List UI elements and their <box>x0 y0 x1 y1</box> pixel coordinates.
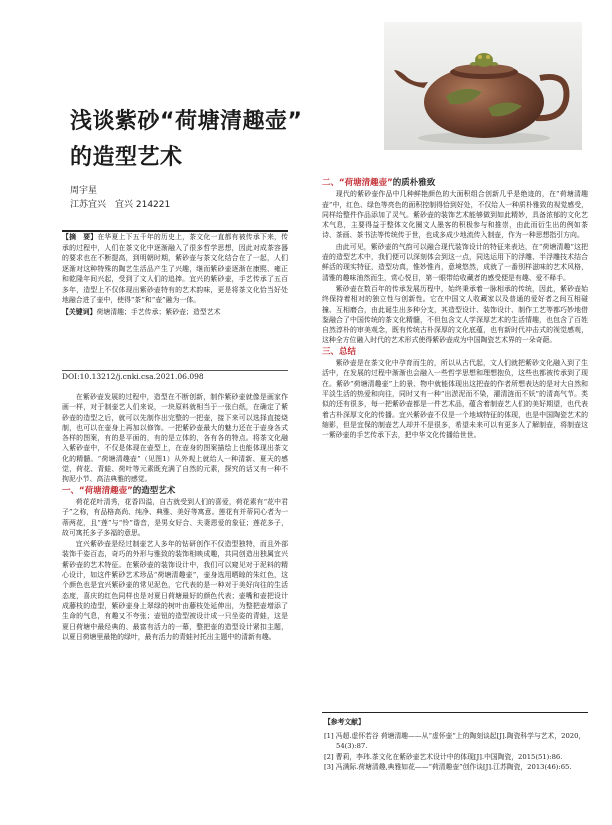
keywords <box>62 307 288 318</box>
reference-item: [2] 曹莉，李玮.茶文化在紫砂壶艺术设计中的体现[J].中国陶瓷，2015(51):86. <box>324 752 563 761</box>
doi-link[interactable]: DOI:10.13212/j.cnki.csa.2021.06.098 <box>62 372 204 381</box>
section-title-highlight: “荷塘清趣壶” <box>339 178 393 188</box>
teapot-photo-icon <box>384 22 582 150</box>
abstract <box>62 230 288 371</box>
body-paragraph: 紫砂壶在数百年的传承发展历程中，始终秉承着一脉相承的传统，因此，紫砂壶始终保持着相对的独立性与创新性。它在中国文人收藏家以及普通的爱好者之间互相碰撞、互相磨合，由此诞生出多种分支，其造型设计、装饰设计、制作工艺等都巧妙地借鉴融合了中国传统的茶文化精髓，不但包含文人学深厚艺术的生活情趣，也包含了百姓自然淳朴的审美观念，既有传统古朴深厚的文化底蕴，也有新时代冲击式的视觉感观，这种全方位融入时代的艺术形式使得紫砂壶成为中国陶瓷艺术界的一朵奇葩。 <box>322 284 588 345</box>
section-heading-2 <box>322 178 588 188</box>
section-title-tail: 的质朴雅致 <box>392 178 436 188</box>
section-title-tail: 的造型艺术 <box>132 485 176 496</box>
keywords-text: 荷塘清趣；手艺传承；紫砂壶；造型艺术 <box>96 307 221 316</box>
abstract-body: 在华夏上下五千年的历史上，茶文化一直都有被传承下来，传承的过程中，人们在茶文化中逐渐融入了很多哲学思想，因此对成茶容器的要求也在不断提高，到明朝时期，紫砂壶与茶文化结合在了一起，人们逐渐对这种特殊的陶艺生活品产生了兴趣，继而紫砂壶逐渐在康熙、雍正和乾隆年间兴起，受到了文人们的追捧。宜兴的紫砂壶，手艺传承了五百多年，造型上不仅体现出紫砂壶特有的艺术韵味，更是将茶文化恰当好处地融合进了壶中，使得“茶”和“壶”融为一体。 <box>62 233 289 304</box>
body-paragraph: 现代的紫砂壶作品中几种鲜艳颜色的大面积组合创新几乎是绝迹的，在“荷塘清趣壶”中，红色、绿色等亮色的面积控制得恰到好处，不仅给人一种质朴雅致的视觉感受，同样给整件作品添加了灵气。紫砂壶的装饰艺术能够做到如此精妙，具备浓郁的文化艺术气息，主要得益于整体文化圈文人墨客的积极参与和推崇，由此而衍生出的例如茶诗、茶画、茶书法等传统传于世，也成多成少地流传入制壶，作为一种思想指引方向。 <box>322 190 588 240</box>
section-heading-1 <box>62 486 288 496</box>
section-number: 二、 <box>322 178 340 188</box>
section-number: 一、 <box>62 485 80 496</box>
section-title: 总结 <box>339 346 357 357</box>
reference-item: [3] 冯满际.荷塘清趣,典雅如花——“荷清趣壶”创作谈[J].江苏陶瓷，2013(46):65. <box>324 763 572 771</box>
abstract-text <box>62 232 288 306</box>
body-paragraph: 荷花花叶清秀，花香四溢，自古就受到人们的喜爱，荷花素有“花中君子”之称，有品格高尚、纯净、典雅、美好等寓意。莲花有并蒂同心者为一蒂两花，且“莲”与“怜”谐音，是男女好合、夫妻恩爱的象征；莲花多子，故可寓托多子多福的意思。 <box>62 497 288 537</box>
references <box>322 712 588 773</box>
author-affiliation: 江苏宜兴 宜兴 214221 <box>70 200 171 210</box>
section-number: 三、 <box>322 346 340 357</box>
page-title-line1: 浅谈紫砂“荷塘清趣壶” <box>70 109 303 134</box>
abstract-label: 【摘 要】 <box>62 233 98 241</box>
left-column <box>62 392 288 643</box>
page-title-line2: 的造型艺术 <box>70 145 183 170</box>
section-heading-3 <box>322 347 588 357</box>
body-paragraph: 由此可见，紫砂壶的气韵可以融合现代装饰设计的特征来表达，在“荷塘清趣”这把壶的造型艺术中，我们便可以深刻体会到这一点，同选运用下的浮雕、半浮雕技术结合鲜活的现实特征，造型功真，惟妙惟肖，意境悠然，成就了一番别样滋味的艺术风格，清雅的趣味油然而生，赏心悦目，第一眼带给收藏者的感受便是有趣、爱不释手。 <box>322 242 588 282</box>
section-title-highlight: “荷塘清趣壶” <box>79 485 133 496</box>
reference-item: [1] 冯超.虚怀若谷 荷塘清趣——从“虚怀壶”上的陶刻谈起[J].陶瓷科学与艺术，2020，54(3):87. <box>324 731 586 750</box>
author-name: 周宇星 <box>70 186 98 196</box>
body-paragraph: 宜兴紫砂壶是经过制壶艺人多年的钻研创作不仅造型独特，而且外部装饰千姿百态，奇巧的外形与雅致的装饰相映成趣，共同创造出独属宜兴紫砂壶的艺术特征。在紫砂壶的装饰设计中，我们可以窥见对于泥料的精心设计，如这件紫砂艺术珍品“荷塘清趣壶”，壶身选用晒晾的朱红色，这个颜色也是宜兴紫砂壶的常见泥色，它代表的是一种对于美好向往的生活态度，喜庆的红色同样也是对夏日荷塘最好的颜色代表；壶嘴和壶把设计成藤枝的造型，紫砂壶身上翠绿的树叶由藤枝处延伸出，为整把壶增添了生命的气息，有趣又不夸张；壶钮的造型被设计成一只坐姿的青蛙，这是夏日荷塘中最经典的、最富有活力的一幕，整把壶的造型设计紧扣主题，以夏日荷塘里最艳的绿叶，最有活力的青蛙衬托出主题中的清新有趣。 <box>62 540 288 641</box>
right-column <box>322 178 588 441</box>
references-heading: 【参考文献】 <box>324 718 365 726</box>
intro-paragraph: 在紫砂壶发展的过程中，造型在不断创新，制作紫砂壶就像是画家作画一样，对于制壶艺人们来说，一块原料就相当于一张白纸，在确定了紫砂壶的造型之后，就可以先制作出完整的一把壶，接下来可以选择直接烧制，也可以在壶身上再加以修饰。一把紫砂壶最大的魅力还在于壶身各式各样的图案，有的是平面的，有的是立体的，各有各的特点。将茶文化融入紫砂壶中，不仅是体现在壶型上，在壶身的图案描绘上也能体现出茶文化的精髓。“荷塘清趣壶”（见图1）从外观上就给人一种清新、夏天的感觉，荷花、青蛙、荷叶等元素既充满了自然的元素，探究的话又有一种不拘泥小节、高洁典雅的感觉。 <box>62 393 288 484</box>
body-paragraph: 紫砂壶是在茶文化中孕育而生的，所以从古代起，文人们就把紫砂文化融入到了生活中，在发展的过程中渐渐也会融入一些哲学思想和理想抱负，这些也都被传承到了现在。紫砂“荷塘清趣壶”上的景、物中就能体现出这把壶的作者所想表达的是对大自然和平淡生活的热爱和向往，同时又有一种“出淤泥而不染，濯清涟而不妖”的清高气节。类似的还有很多，每一把紫砂壶都是一件艺术品，蕴含着制壶艺人们的美好期望，也代表着古朴深厚文化的传播。宜兴紫砂壶不仅是一个地域特征的体现，也是中国陶瓷艺术的缩影，但是宜保的制壶艺人却并不是很多，希望未来可以有更多人了解制壶，将制壶这一紫砂壶的手艺传承下去，把中华文化传播给世世。 <box>322 359 588 440</box>
keywords-label: 【关键词】 <box>62 307 97 316</box>
